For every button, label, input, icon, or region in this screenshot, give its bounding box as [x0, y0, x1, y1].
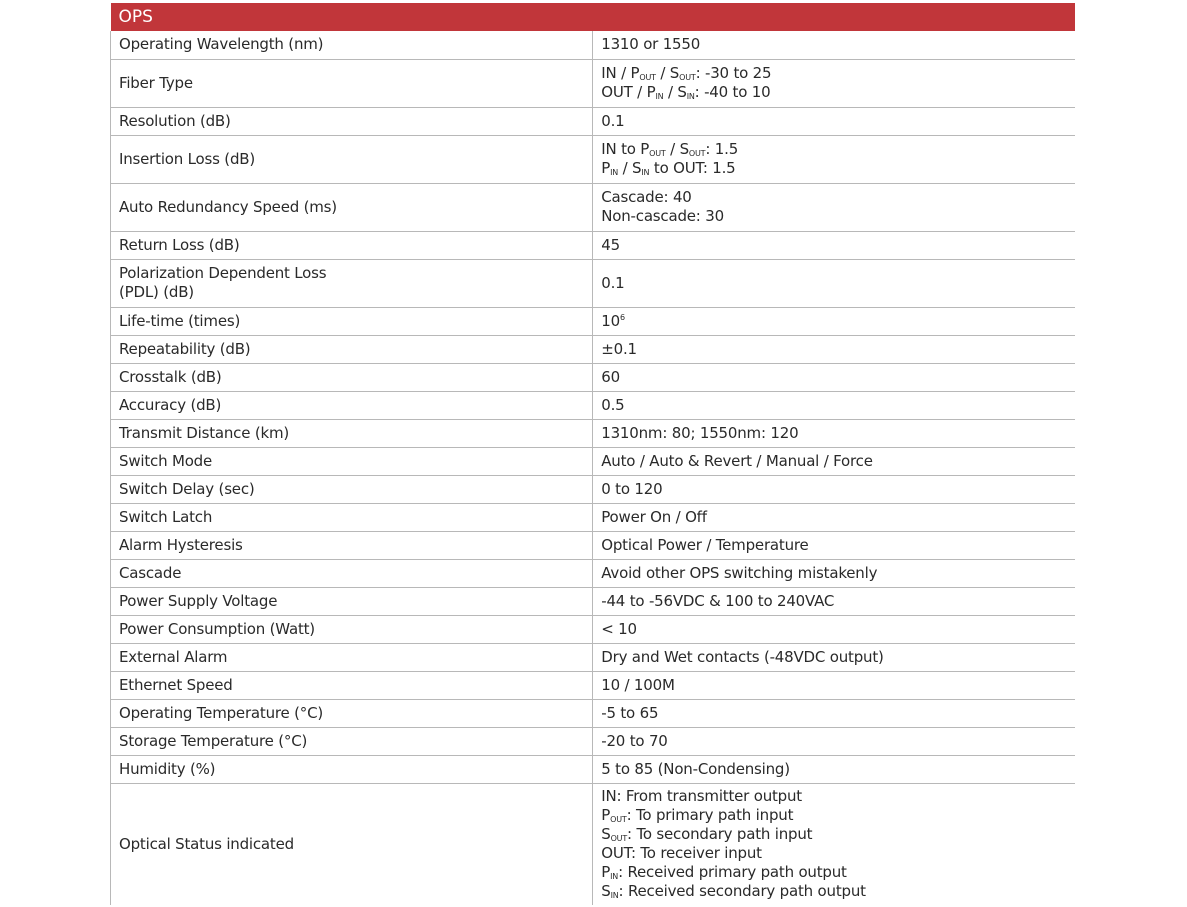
table-row	[111, 335, 1076, 363]
row-label: Life-time (times)	[111, 307, 593, 335]
value-line	[601, 863, 1067, 882]
text-part: : To primary path input	[626, 806, 794, 825]
row-label: Operating Wavelength (nm)	[111, 31, 593, 59]
table-title: OPS	[111, 3, 1076, 31]
row-label: Accuracy (dB)	[111, 391, 593, 419]
text-part: : To secondary path input	[627, 825, 813, 844]
row-value: 45	[593, 231, 1075, 259]
row-value: 0.1	[593, 259, 1075, 307]
row-label: Switch Latch	[111, 503, 593, 531]
row-value: < 10	[593, 615, 1075, 643]
table-row	[111, 183, 1076, 231]
row-label: Operating Temperature (°C)	[111, 699, 593, 727]
value-line: IN: From transmitter output	[601, 787, 802, 806]
value-line	[601, 159, 1067, 178]
row-label	[111, 259, 593, 307]
row-label: Switch Mode	[111, 447, 593, 475]
table-row	[111, 307, 1076, 335]
text-part: P	[601, 863, 611, 882]
table-row	[111, 107, 1076, 135]
table-row	[111, 503, 1076, 531]
row-label: Power Supply Voltage	[111, 587, 593, 615]
label-line: (PDL) (dB)	[119, 283, 194, 301]
table-row	[111, 587, 1076, 615]
text-part: / S	[618, 159, 642, 177]
row-value: 10 / 100M	[593, 671, 1075, 699]
row-label: Optical Status indicated	[111, 783, 593, 905]
table-row	[111, 391, 1076, 419]
table-row	[111, 259, 1076, 307]
row-label: Humidity (%)	[111, 755, 593, 783]
table-row	[111, 447, 1076, 475]
text-part: : Received secondary path output	[618, 882, 866, 901]
value-line	[601, 825, 1067, 844]
row-value: 0.5	[593, 391, 1075, 419]
row-label: Auto Redundancy Speed (ms)	[111, 183, 593, 231]
row-label: Transmit Distance (km)	[111, 419, 593, 447]
subscript: IN	[610, 168, 619, 177]
row-label: Alarm Hysteresis	[111, 531, 593, 559]
row-label: Ethernet Speed	[111, 671, 593, 699]
label-line: Polarization Dependent Loss	[119, 264, 327, 282]
text-part: / S	[663, 83, 687, 101]
row-value: -20 to 70	[593, 727, 1075, 755]
row-label: Insertion Loss (dB)	[111, 135, 593, 183]
text-part: P	[601, 159, 611, 177]
row-label: Return Loss (dB)	[111, 231, 593, 259]
value-line	[601, 806, 1067, 825]
table-row	[111, 531, 1076, 559]
text-part: : -40 to 10	[694, 83, 771, 101]
row-value	[593, 183, 1075, 231]
table-row	[111, 671, 1076, 699]
row-value: Optical Power / Temperature	[593, 531, 1075, 559]
table-row	[111, 135, 1076, 183]
row-label: Storage Temperature (°C)	[111, 727, 593, 755]
table-row	[111, 643, 1076, 671]
text-part: P	[601, 806, 611, 825]
value-line: Non-cascade: 30	[601, 207, 724, 225]
table-row	[111, 31, 1076, 59]
subscript: OUT	[679, 73, 696, 82]
subscript: OUT	[688, 149, 706, 158]
row-label: Power Consumption (Watt)	[111, 615, 593, 643]
table-row	[111, 59, 1076, 107]
subscript: IN	[641, 168, 650, 177]
row-value: 60	[593, 363, 1075, 391]
subscript: IN	[686, 92, 695, 101]
subscript: IN	[610, 872, 619, 882]
subscript: OUT	[610, 815, 627, 825]
row-value: -44 to -56VDC & 100 to 240VAC	[593, 587, 1075, 615]
text-part: IN / P	[601, 64, 640, 82]
text-part: : 1.5	[705, 140, 739, 158]
row-value: -5 to 65	[593, 699, 1075, 727]
row-value: Dry and Wet contacts (-48VDC output)	[593, 643, 1075, 671]
row-label: External Alarm	[111, 643, 593, 671]
row-label: Repeatability (dB)	[111, 335, 593, 363]
row-value	[593, 59, 1075, 107]
text-part: OUT / P	[601, 83, 656, 101]
row-value: ±0.1	[593, 335, 1075, 363]
row-value	[593, 135, 1075, 183]
table-row	[111, 615, 1076, 643]
text-part: / S	[655, 64, 680, 82]
text-part: / S	[665, 140, 689, 158]
row-label: Resolution (dB)	[111, 107, 593, 135]
subscript: IN	[610, 891, 619, 901]
table-row	[111, 783, 1076, 905]
table-row	[111, 419, 1076, 447]
row-value: Auto / Auto & Revert / Manual / Force	[593, 447, 1075, 475]
text-part: IN to P	[601, 140, 650, 158]
superscript: 6	[619, 312, 625, 322]
row-value	[593, 307, 1075, 335]
row-label: Switch Delay (sec)	[111, 475, 593, 503]
table-row	[111, 231, 1076, 259]
row-value: 0 to 120	[593, 475, 1075, 503]
ops-spec-table	[110, 3, 1075, 905]
table-row	[111, 755, 1076, 783]
row-value: 5 to 85 (Non-Condensing)	[593, 755, 1075, 783]
value-line: Cascade: 40	[601, 188, 692, 206]
subscript: IN	[655, 92, 664, 101]
row-value: 0.1	[593, 107, 1075, 135]
text-part: : Received primary path output	[618, 863, 847, 882]
table-row	[111, 727, 1076, 755]
row-value: 1310nm: 80; 1550nm: 120	[593, 419, 1075, 447]
value-line	[601, 882, 1067, 901]
value-line	[601, 64, 1067, 83]
text-part: S	[601, 825, 611, 844]
subscript: OUT	[610, 834, 628, 844]
row-label: Crosstalk (dB)	[111, 363, 593, 391]
text-part: 10	[601, 311, 620, 330]
row-value: Avoid other OPS switching mistakenly	[593, 559, 1075, 587]
value-line	[601, 83, 1067, 102]
text-part: S	[601, 882, 611, 901]
subscript: OUT	[639, 73, 656, 82]
table-header-row	[111, 3, 1076, 31]
text-part: to OUT: 1.5	[649, 159, 736, 177]
value-line	[601, 140, 1067, 159]
row-value: Power On / Off	[593, 503, 1075, 531]
text-part: : -30 to 25	[695, 64, 772, 82]
table-row	[111, 363, 1076, 391]
row-value: 1310 or 1550	[593, 31, 1075, 59]
row-value	[593, 783, 1075, 905]
value-line: OUT: To receiver input	[601, 844, 762, 863]
table-row	[111, 699, 1076, 727]
row-label: Fiber Type	[111, 59, 593, 107]
table-row	[111, 559, 1076, 587]
row-label: Cascade	[111, 559, 593, 587]
subscript: OUT	[649, 149, 666, 158]
table-row	[111, 475, 1076, 503]
